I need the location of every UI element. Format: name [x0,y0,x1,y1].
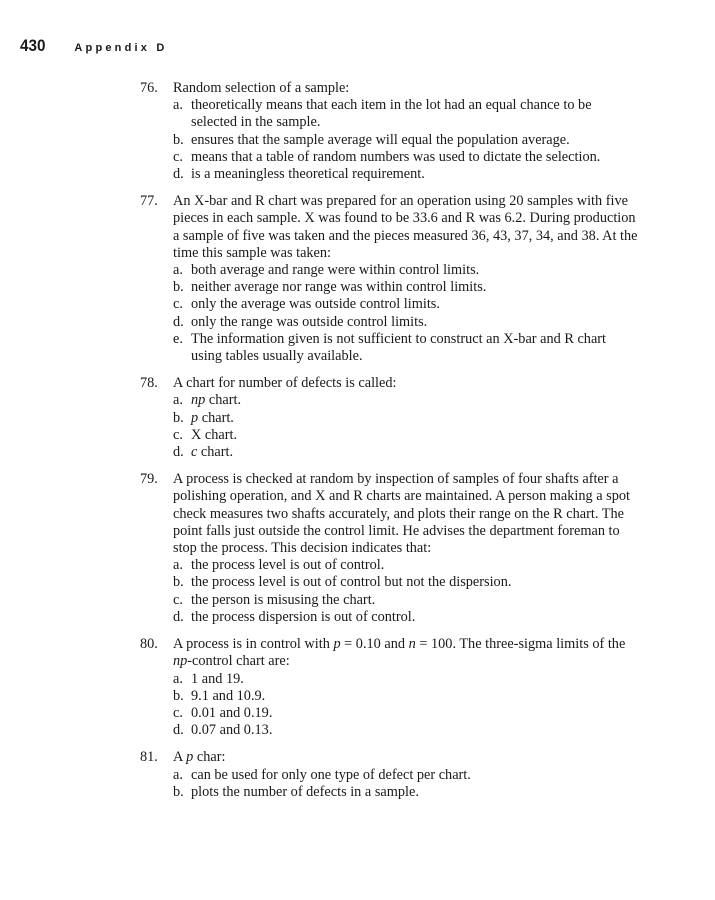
option-text: both average and range were within control limits. [191,262,480,279]
option [173,392,640,409]
option [173,722,640,739]
question-stem: A p char: [173,749,226,766]
option [173,767,640,784]
option-text: the process level is out of control. [191,557,385,574]
option [173,132,640,149]
question-stem: A chart for number of defects is called: [173,375,397,392]
option-letter: c. [173,704,183,721]
page-header [20,36,168,56]
question-79 [140,471,640,626]
option-text: only the average was outside control limits. [191,296,440,313]
question-80 [140,636,640,739]
option-letter: c. [173,148,183,165]
option-letter: d. [173,313,184,330]
option-letter: b. [173,409,184,426]
option-text: plots the number of defects in a sample. [191,783,419,800]
option-symbol: c [191,444,198,461]
question-stem: An X-bar and R chart was prepared for an operation using 20 samples with five pieces in each sample. X was found to be 33.6 and R was 6.2. During production a sample of five was taken and the pieces measured 36, 43, 37, 34, and 38. At the time this sample was taken: [173,193,638,261]
question-81 [140,749,640,801]
option-text: X chart. [191,426,238,443]
option-letter: a. [173,262,183,279]
option-letter: d. [173,444,184,461]
option-text: 9.1 and 10.9. [191,687,266,704]
question-stem: A process is in control with p = 0.10 and n = 100. The three-sigma limits of the np-control chart are: [173,636,626,670]
option-text: p chart. [191,409,234,426]
option [173,410,640,427]
option-letter: d. [173,608,184,625]
option [173,262,640,279]
option-symbol: p [191,409,199,426]
option-letter: b. [173,783,184,800]
question-number: 76. [140,80,158,96]
option-text: only the range was outside control limits. [191,313,428,330]
running-head: Appendix D [74,42,168,54]
option-text: 0.07 and 0.13. [191,722,273,739]
option [173,671,640,688]
question-number: 79. [140,471,158,488]
option [173,427,640,444]
question-list [140,80,640,811]
option [173,705,640,722]
option-letter: a. [173,97,183,114]
option-letter: a. [173,670,183,687]
question-78 [140,375,640,461]
option-symbol: np [191,392,206,409]
option-text: means that a table of random numbers was used to dictate the selection. [191,148,601,165]
option-text: the process level is out of control but not the dispersion. [191,574,512,591]
option [173,784,640,801]
option [173,149,640,166]
option-text: neither average nor range was within control limits. [191,279,487,296]
option [173,557,640,574]
question-stem: A process is checked at random by inspection of samples of four shafts after a polishing operation, and X and R charts are maintained. A person making a spot check measures two shafts accurately, and plots their range on the R chart. The point falls just outside the control limit. He advises the department foreman to stop the process. This decision indicates that: [173,471,631,557]
option [173,296,640,313]
option-letter: e. [173,330,183,347]
option [173,314,640,331]
option-text: np chart. [191,392,242,409]
option [173,331,640,365]
question-number: 78. [140,375,158,392]
option-text: the process dispersion is out of control. [191,608,416,625]
question-number: 77. [140,193,158,210]
question-stem: Random selection of a sample: [173,80,350,96]
option-letter: b. [173,687,184,704]
option-letter: b. [173,279,184,296]
option [173,166,640,183]
question-76 [140,80,640,183]
option-text: c chart. [191,444,234,461]
option-letter: a. [173,766,183,783]
option-text: theoretically means that each item in the lot had an equal chance to be selected in the sample. [191,97,592,131]
option [173,444,640,461]
question-number: 81. [140,749,158,766]
option-text: 1 and 19. [191,670,244,687]
option [173,279,640,296]
option-text: The information given is not sufficient to construct an X-bar and R chart using tables usually available. [191,330,607,365]
option-letter: b. [173,574,184,591]
option-letter: c. [173,426,183,443]
option-text: the person is misusing the chart. [191,591,376,608]
option [173,574,640,591]
option-letter: c. [173,591,183,608]
option-text: ensures that the sample average will equal the population average. [191,131,570,148]
option [173,688,640,705]
option-letter: a. [173,557,183,574]
question-77 [140,193,640,365]
option-text: is a meaningless theoretical requirement. [191,166,425,183]
option [173,97,640,131]
option [173,609,640,626]
option-letter: d. [173,166,184,183]
option-letter: d. [173,722,184,739]
question-number: 80. [140,636,158,653]
option-letter: c. [173,296,183,313]
option-letter: a. [173,392,183,409]
option-text: can be used for only one type of defect per chart. [191,766,471,783]
option [173,592,640,609]
page-number: 430 [20,36,46,55]
option-letter: b. [173,131,184,148]
option-text: 0.01 and 0.19. [191,704,273,721]
